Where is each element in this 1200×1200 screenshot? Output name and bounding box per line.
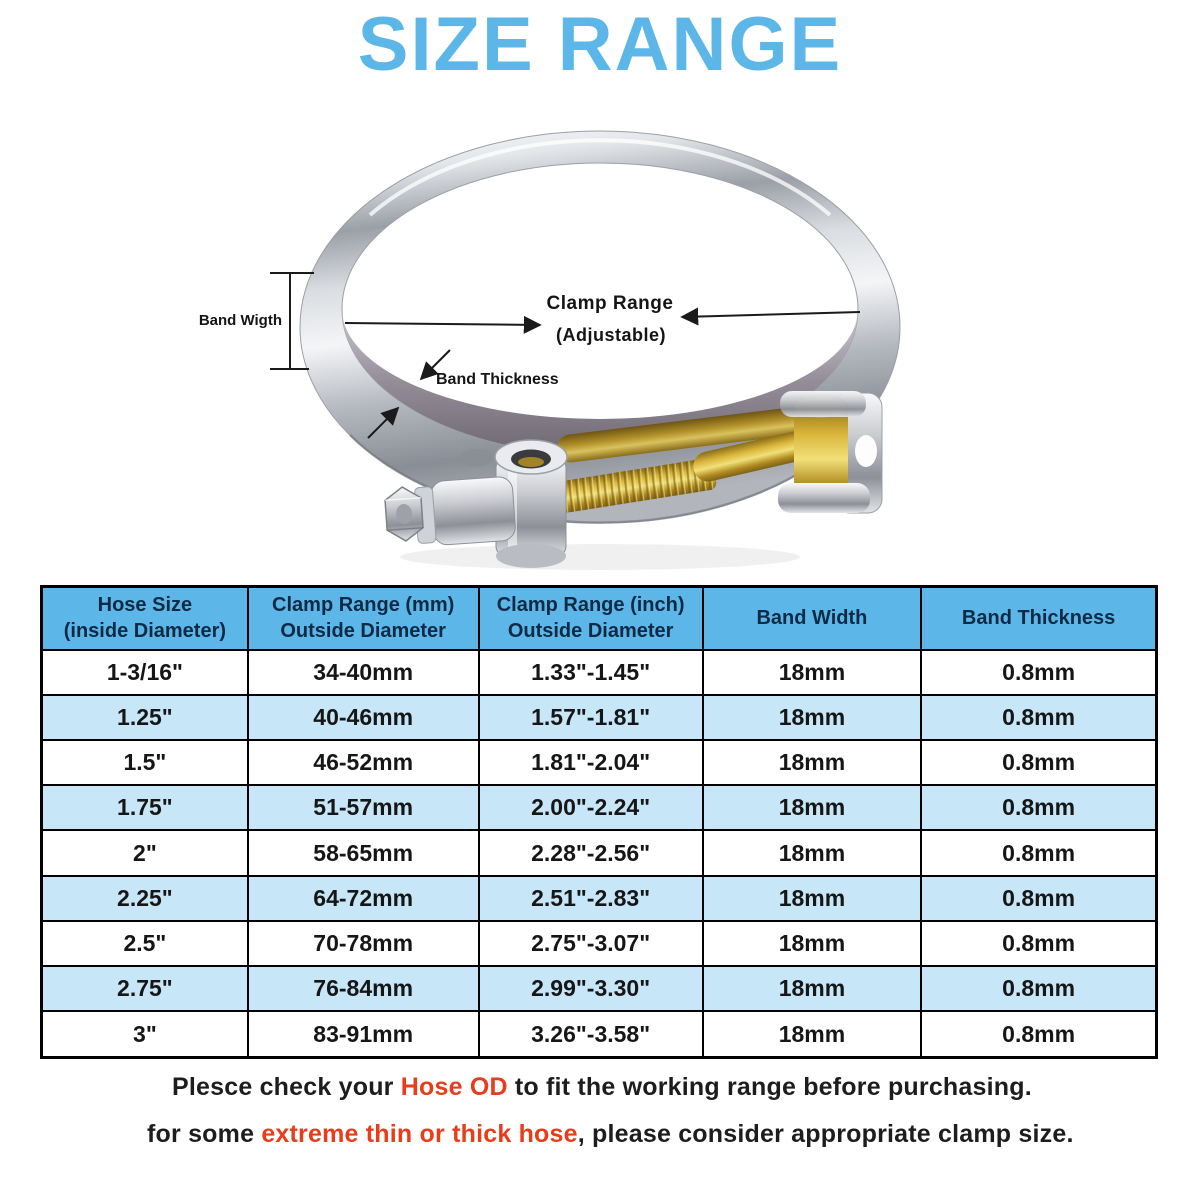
footer-text: to fit the working range before purchasing. [507, 1073, 1032, 1101]
cell-band-thickness: 0.8mm [921, 740, 1156, 785]
footer-note-1 [172, 1073, 1032, 1102]
cell-hose-size: 1.5" [42, 740, 248, 785]
cell-hose-size: 1.75" [42, 785, 248, 830]
footer-note-2 [147, 1120, 1074, 1149]
cell-range-inch: 2.51"-2.83" [479, 876, 703, 921]
cell-hose-size: 3" [42, 1011, 248, 1057]
cell-range-mm: 40-46mm [248, 695, 479, 740]
cell-hose-size: 1-3/16" [42, 650, 248, 695]
cell-hose-size: 2.5" [42, 921, 248, 966]
header-line: Clamp Range (inch) [496, 594, 685, 617]
header-line: Hose Size [97, 594, 193, 617]
footer-highlight: Hose OD [400, 1073, 508, 1101]
cell-range-inch: 2.28"-2.56" [479, 830, 703, 875]
cell-band-width: 18mm [703, 830, 922, 875]
header-row [42, 587, 1157, 650]
table-row [42, 830, 1157, 875]
header-line: Outside Diameter [507, 620, 674, 643]
cell-range-mm: 51-57mm [248, 785, 479, 830]
clamp-figure [0, 105, 1200, 575]
header-line: Band Thickness [961, 607, 1116, 630]
cell-range-mm: 70-78mm [248, 921, 479, 966]
footer-text: for some [147, 1120, 262, 1148]
cell-band-width: 18mm [703, 785, 922, 830]
table-row [42, 650, 1157, 695]
header-line: Outside Diameter [280, 620, 446, 643]
adjustable-label: (Adjustable) [555, 325, 666, 345]
cell-band-thickness: 0.8mm [921, 650, 1156, 695]
cell-band-thickness: 0.8mm [921, 966, 1156, 1011]
cell-band-width: 18mm [703, 876, 922, 921]
cell-range-mm: 76-84mm [248, 966, 479, 1011]
footer-text: Plesce check your [172, 1073, 401, 1101]
cell-band-thickness: 0.8mm [921, 695, 1156, 740]
table-row [42, 695, 1157, 740]
cell-band-width: 18mm [703, 921, 922, 966]
col-header-band-thickness [921, 587, 1156, 650]
col-header-band-width [703, 587, 922, 650]
cell-band-width: 18mm [703, 650, 922, 695]
cell-band-width: 18mm [703, 740, 922, 785]
cell-range-mm: 64-72mm [248, 876, 479, 921]
cell-range-mm: 46-52mm [248, 740, 479, 785]
cell-range-inch: 1.57"-1.81" [479, 695, 703, 740]
cell-hose-size: 2.75" [42, 966, 248, 1011]
header-line: Clamp Range (mm) [272, 594, 455, 617]
cell-range-inch: 2.99"-3.30" [479, 966, 703, 1011]
size-table [40, 585, 1158, 1059]
cell-range-mm: 83-91mm [248, 1011, 479, 1057]
cell-band-thickness: 0.8mm [921, 830, 1156, 875]
band-width-label: Band Wigth [198, 312, 282, 329]
table-row [42, 785, 1157, 830]
cell-band-thickness: 0.8mm [921, 921, 1156, 966]
cell-range-inch: 2.00"-2.24" [479, 785, 703, 830]
bracket-hole [855, 435, 877, 467]
clamp-range-label: Clamp Range [546, 293, 674, 314]
hardware-shadow [400, 544, 800, 570]
cell-range-inch: 1.81"-2.04" [479, 740, 703, 785]
cell-range-inch: 2.75"-3.07" [479, 921, 703, 966]
table-row [42, 1011, 1157, 1057]
cell-hose-size: 1.25" [42, 695, 248, 740]
cell-hose-size: 2.25" [42, 876, 248, 921]
header-line: (inside Diameter) [63, 620, 227, 643]
page-title: SIZE RANGE [357, 2, 843, 87]
cell-band-thickness: 0.8mm [921, 876, 1156, 921]
band-slot [460, 449, 492, 467]
table-row [42, 876, 1157, 921]
cell-band-width: 18mm [703, 966, 922, 1011]
cell-hose-size: 2" [42, 830, 248, 875]
col-header-hose-size [42, 587, 248, 650]
cell-band-thickness: 0.8mm [921, 1011, 1156, 1057]
band-thickness-label: Band Thickness [436, 371, 559, 388]
cell-band-width: 18mm [703, 695, 922, 740]
table-row [42, 740, 1157, 785]
col-header-range-mm [248, 587, 479, 650]
cell-range-mm: 34-40mm [248, 650, 479, 695]
cell-band-thickness: 0.8mm [921, 785, 1156, 830]
cell-range-inch: 3.26"-3.58" [479, 1011, 703, 1057]
cell-range-mm: 58-65mm [248, 830, 479, 875]
size-table-wrap [40, 585, 1158, 1059]
footer-text: , please consider appropriate clamp size. [577, 1120, 1074, 1148]
col-header-range-inch [479, 587, 703, 650]
table-row [42, 966, 1157, 1011]
cell-range-inch: 1.33"-1.45" [479, 650, 703, 695]
cell-band-width: 18mm [703, 1011, 922, 1057]
table-row [42, 921, 1157, 966]
header-line: Band Width [756, 607, 868, 630]
footer-highlight: extreme thin or thick hose [261, 1120, 578, 1148]
